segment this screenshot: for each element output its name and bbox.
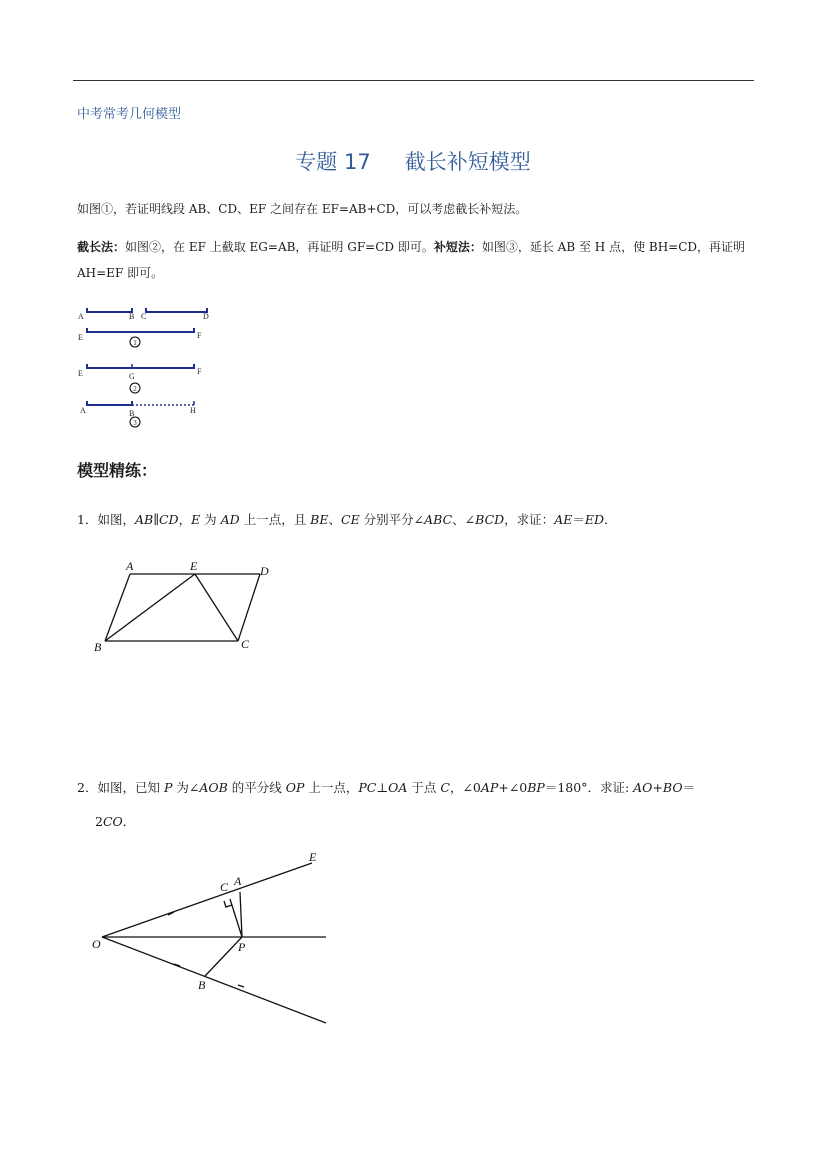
p2-text: 于点 — [407, 780, 441, 795]
p2-text: +∠0 — [498, 780, 528, 795]
p1-label-e: E — [190, 559, 198, 573]
p2-text: + — [652, 780, 663, 795]
cut-method-text: 如图②，在 EF 上截取 EG=AB，再证明 GF=CD 即可。 — [125, 240, 434, 254]
figure-marker-3: 3 — [133, 419, 137, 427]
intro-paragraph: 如图①，若证明线段 AB、CD、EF 之间存在 EF=AB+CD，可以考虑截长补短法。 — [77, 202, 528, 216]
p2-text: 如图，已知 — [97, 780, 164, 795]
problem-2-figure — [88, 845, 338, 1030]
p1-text: 、 — [328, 512, 341, 527]
p1-text: ， — [178, 512, 192, 527]
figure-marker-2: 2 — [133, 385, 137, 393]
p1-text: 分别平分∠ — [359, 512, 425, 527]
p2-text: ． — [122, 814, 136, 829]
section-title: 模型精练： — [77, 461, 158, 480]
p2-math: C — [440, 780, 450, 795]
seg-label: C — [141, 312, 147, 321]
ray-ob — [102, 937, 326, 1023]
method-line-1 — [77, 234, 753, 260]
p2-label-a: A — [234, 874, 242, 888]
figure-marker-1: 1 — [133, 339, 137, 347]
p1-text: ∥ — [153, 512, 159, 527]
p2-label-o: O — [92, 937, 101, 951]
p2-math: CO — [102, 814, 123, 829]
title-number: 专题 17 — [295, 150, 371, 174]
method-paragraph — [77, 234, 753, 286]
p1-math: BCD — [475, 512, 505, 527]
p2-math: OP — [285, 780, 305, 795]
p2-text: 上一点， — [304, 780, 359, 795]
p2-math: BO — [662, 780, 683, 795]
segment-cd — [146, 308, 207, 312]
p2-label-p: P — [238, 940, 246, 954]
p2-label-b: B — [198, 978, 206, 992]
p1-text: ． — [604, 512, 617, 527]
p1-math: AD — [220, 512, 240, 527]
p1-math: E — [191, 512, 201, 527]
segment-ab — [87, 308, 132, 312]
problem-1-text — [77, 503, 757, 537]
p2-math: P — [163, 780, 173, 795]
p1-label-c: C — [241, 637, 250, 651]
seg-label: A — [80, 406, 86, 415]
seg-label: H — [190, 406, 196, 415]
cut-method-label: 截长法： — [77, 240, 126, 254]
seg-label: A — [78, 312, 84, 321]
seg-label: D — [203, 312, 209, 321]
p1-label-d: D — [260, 564, 269, 578]
p2-text: 2 — [95, 814, 103, 829]
segment-bp — [205, 937, 242, 976]
line-dc — [238, 574, 260, 641]
p1-math: ABC — [424, 512, 453, 527]
p1-label-a: A — [126, 559, 134, 573]
p1-math: AB — [134, 512, 154, 527]
method-line-2: AH=EF 即可。 — [77, 266, 164, 280]
seg-label: G — [129, 372, 135, 381]
p2-math: AP — [480, 780, 499, 795]
p2-text: ＝ — [682, 780, 696, 795]
p2-label-c: C — [220, 880, 229, 894]
seg-label: B — [129, 409, 135, 418]
problem-number: 1． — [77, 512, 98, 527]
problem-number: 2． — [77, 780, 98, 795]
header-rule — [73, 80, 754, 81]
p1-math: ED — [584, 512, 605, 527]
seg-label: E — [78, 369, 83, 378]
p1-text: 上一点，且 — [239, 512, 311, 527]
fill-method-text: 如图③，延长 AB 至 H 点，使 BH=CD，再证明 — [481, 240, 746, 254]
p1-math: AE — [554, 512, 573, 527]
p1-math: CD — [158, 512, 179, 527]
p1-math: CE — [341, 512, 360, 527]
p1-text: 、∠ — [452, 512, 476, 527]
p1-text: ＝ — [572, 512, 585, 527]
p2-math: AOB — [199, 780, 228, 795]
p2-math: PC — [358, 780, 377, 795]
p1-text: ，求证： — [504, 512, 555, 527]
page-title — [0, 146, 826, 176]
segment-ef-2 — [87, 364, 194, 368]
problem-2-line-1 — [77, 771, 757, 805]
line-ce — [195, 574, 238, 641]
segment-lines — [87, 308, 207, 405]
tick-mark — [238, 985, 244, 987]
seg-label: E — [78, 333, 83, 342]
header-label: 中考常考几何模型 — [77, 107, 182, 122]
p2-math: BP — [527, 780, 545, 795]
p2-text: ＝180°．求证: — [544, 780, 634, 795]
problem-2-text — [77, 771, 757, 839]
problem-2-line-2 — [77, 805, 757, 839]
ray-oe — [102, 863, 312, 937]
segment-ef-1 — [87, 328, 194, 332]
p2-text: 为∠ — [172, 780, 200, 795]
p2-text: ⊥ — [376, 780, 389, 795]
p1-text: 为 — [200, 512, 221, 527]
line-be — [105, 574, 195, 641]
seg-label: B — [129, 312, 135, 321]
problem-1-figure — [88, 556, 288, 656]
p2-text: ，∠0 — [449, 780, 481, 795]
p2-math: AO — [633, 780, 653, 795]
title-text: 截长补短模型 — [404, 150, 531, 174]
p1-math: BE — [310, 512, 329, 527]
p1-label-b: B — [94, 640, 102, 654]
fill-method-label: 补短法： — [433, 240, 482, 254]
p2-label-e: E — [309, 850, 317, 864]
segment-ab-2 — [87, 401, 132, 405]
p1-text: 如图， — [97, 512, 135, 527]
p2-math: OA — [388, 780, 408, 795]
seg-label: F — [197, 367, 202, 376]
seg-label: F — [197, 331, 202, 340]
segments-figure — [70, 300, 220, 430]
p2-text: 的平分线 — [227, 780, 286, 795]
